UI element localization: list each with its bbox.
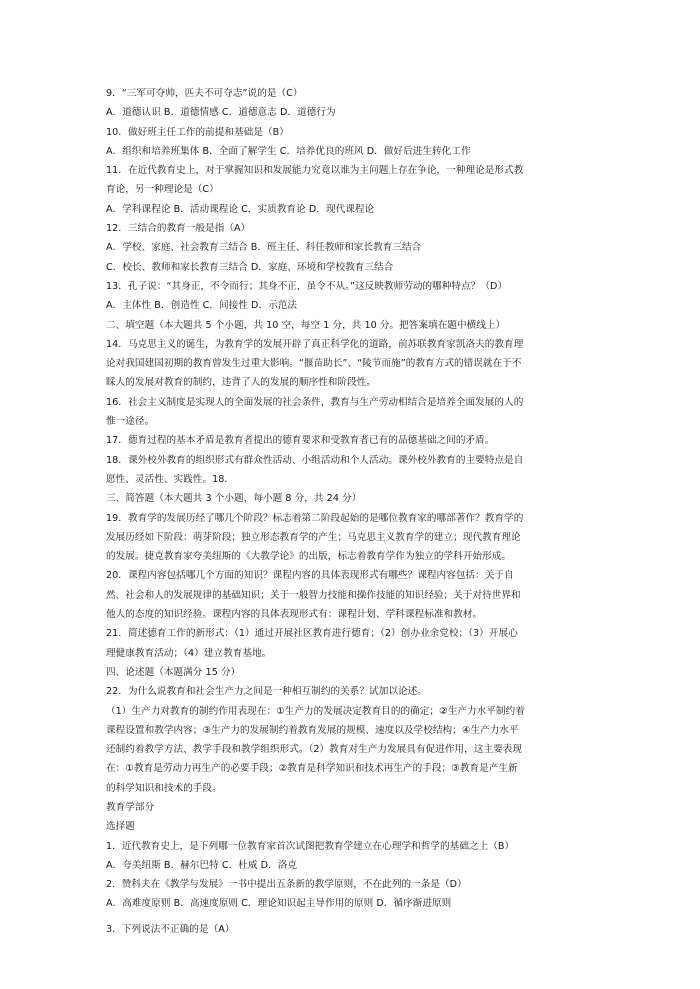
text-line: A．组织和培养班集体 B．全面了解学生 C．培养优良的班风 D．做好后进生转化工作 xyxy=(106,145,471,157)
text-line: 选择题 xyxy=(106,821,135,833)
text-line: 16．社会主义制度是实现人的全面发展的社会条件，教育与生产劳动相结合是培养全面发展的人的 xyxy=(106,396,524,408)
text-line: 11．在近代教育史上，对于掌握知识和发展能力究竟以谁为主问题上存在争论，一种理论是形式教 xyxy=(106,165,524,177)
text-line: A．主体性 B．创造性 C．间接性 D．示范法 xyxy=(106,300,298,312)
text-line: 还制约着教学方法、教学手段和教学组织形式。（2）教育对生产力发展具有促进作用，这主要表现 xyxy=(106,744,523,756)
text-line: A．夸美纽斯 B．赫尔巴特 C．杜威 D．洛克 xyxy=(106,859,298,871)
text-line: 2．赞科夫在《教学与发展》一书中提出五条新的教学原则，不在此列的一条是（D） xyxy=(106,879,467,891)
text-line: 在：①教育是劳动力再生产的必要手段；②教育是科学知识和技术再生产的手段；③教育是产生新 xyxy=(106,763,518,775)
text-line: A．高难度原则 B．高速度原则 C．理论知识起主导作用的原则 D．循序渐进原则 xyxy=(106,898,452,910)
text-line: A．学科课程论 B．活动课程论 C．实质教育论 D．现代课程论 xyxy=(106,203,375,215)
text-line: 14．马克思主义的诞生，为教育学的发展开辟了真正科学化的道路，前苏联教育家凯洛夫的教育理 xyxy=(106,338,524,350)
document-body-continued xyxy=(106,920,602,939)
text-line: 9．“三军可夺帅，匹夫不可夺志”说的是（C） xyxy=(106,88,303,99)
text-line: 18．课外校外教育的组织形式有群众性活动、小组活动和个人活动。课外校外教育的主要特点是自 xyxy=(106,454,524,466)
text-line: C．校长、教师和家长教育三结合 D．家庭、环境和学校教育三结合 xyxy=(106,261,394,273)
text-line: 三、简答题（本大题共 3 个小题，每小题 8 分，共 24 分） xyxy=(106,493,362,505)
document-body xyxy=(106,84,602,914)
text-line: 10．做好班主任工作的前提和基础是（B） xyxy=(106,126,289,138)
text-line: 教育学部分 xyxy=(106,801,155,813)
text-line: 二、填空题（本大题共 5 个小题，共 10 空，每空 1 分，共 10 分。把答案填在题中横线上） xyxy=(106,319,506,331)
text-line: A．学校、家庭、社会教育三结合 B．班主任、科任教师和家长教育三结合 xyxy=(106,242,422,254)
text-line: 论对我国建国初期的教育曾发生过重大影响。“揠苗助长”、“陵节而施”的教育方式的错误就在于不 xyxy=(106,358,522,370)
text-line: 睬人的发展对教育的制约，违背了人的发展的顺序性和阶段性。 xyxy=(106,377,377,389)
text-line: 惟一途径。 xyxy=(106,416,155,428)
text-line: 22．为什么说教育和社会生产力之间是一种相互制约的关系？试加以论述。 xyxy=(106,686,427,698)
text-line: 愿性、灵活性、实践性。18． xyxy=(106,473,235,485)
text-line: A．道德认识 B．道德情感 C．道德意志 D．道德行为 xyxy=(106,107,336,119)
text-line: 3．下列说法不正确的是（A） xyxy=(106,923,235,935)
text-line: 育论，另一种理论是（C） xyxy=(106,184,219,196)
text-line: 1．近代教育史上，是下列哪一位教育家首次试图把教育学建立在心理学和哲学的基础之上（B） xyxy=(106,840,515,852)
text-line: 的发展。捷克教育家夸美纽斯的《大教学论》的出版，标志着教育学作为独立的学科开始形成。 xyxy=(106,551,512,563)
text-line: 21．简述德育工作的新形式：（1）通过开展社区教育进行德育；（2）创办业余党校；（3）开展心 xyxy=(106,628,518,640)
text-line: 发展历经如下阶段：萌芽阶段；独立形态教育学的产生；马克思主义教育学的建立；现代教育理论 xyxy=(106,531,521,543)
text-line: 理健康教育活动；（4）建立教育基地。 xyxy=(106,647,272,659)
text-line: 20．课程内容包括哪几个方面的知识？课程内容的具体表现形式有哪些？课程内容包括：关于自 xyxy=(106,570,514,582)
text-line: 13．孔子说：“其身正，不令而行；其身不正，虽令不从。”这反映教师劳动的哪种特点？（D） xyxy=(106,280,508,292)
text-line: 四、论述题（本题满分 15 分） xyxy=(106,666,241,678)
document-page xyxy=(106,84,602,939)
text-line: 然、社会和人的发展规律的基础知识；关于一般智力技能和操作技能的知识经验；关于对待世界和 xyxy=(106,589,521,601)
text-line: （1）生产力对教育的制约作用表现在：①生产力的发展决定教育目的的确定；②生产力水平制约着 xyxy=(106,705,525,717)
text-line: 的科学知识和技术的手段。 xyxy=(106,782,222,794)
text-line: 课程设置和教学内容；③生产力的发展制约着教育发展的规模、速度以及学校结构；④生产力水平 xyxy=(106,724,519,736)
text-line: 19．教育学的发展历经了哪几个阶段？标志着第二阶段起始的是哪位教育家的哪部著作？教育学的 xyxy=(106,512,524,524)
text-line: 12．三结合的教育一般是指（A） xyxy=(106,223,251,235)
text-line: 他人的态度的知识经验。课程内容的具体表现形式有：课程计划、学科课程标准和教材。 xyxy=(106,609,483,621)
text-line: 17．德育过程的基本矛盾是教育者提出的德育要求和受教育者已有的品德基础之间的矛盾。 xyxy=(106,435,495,447)
